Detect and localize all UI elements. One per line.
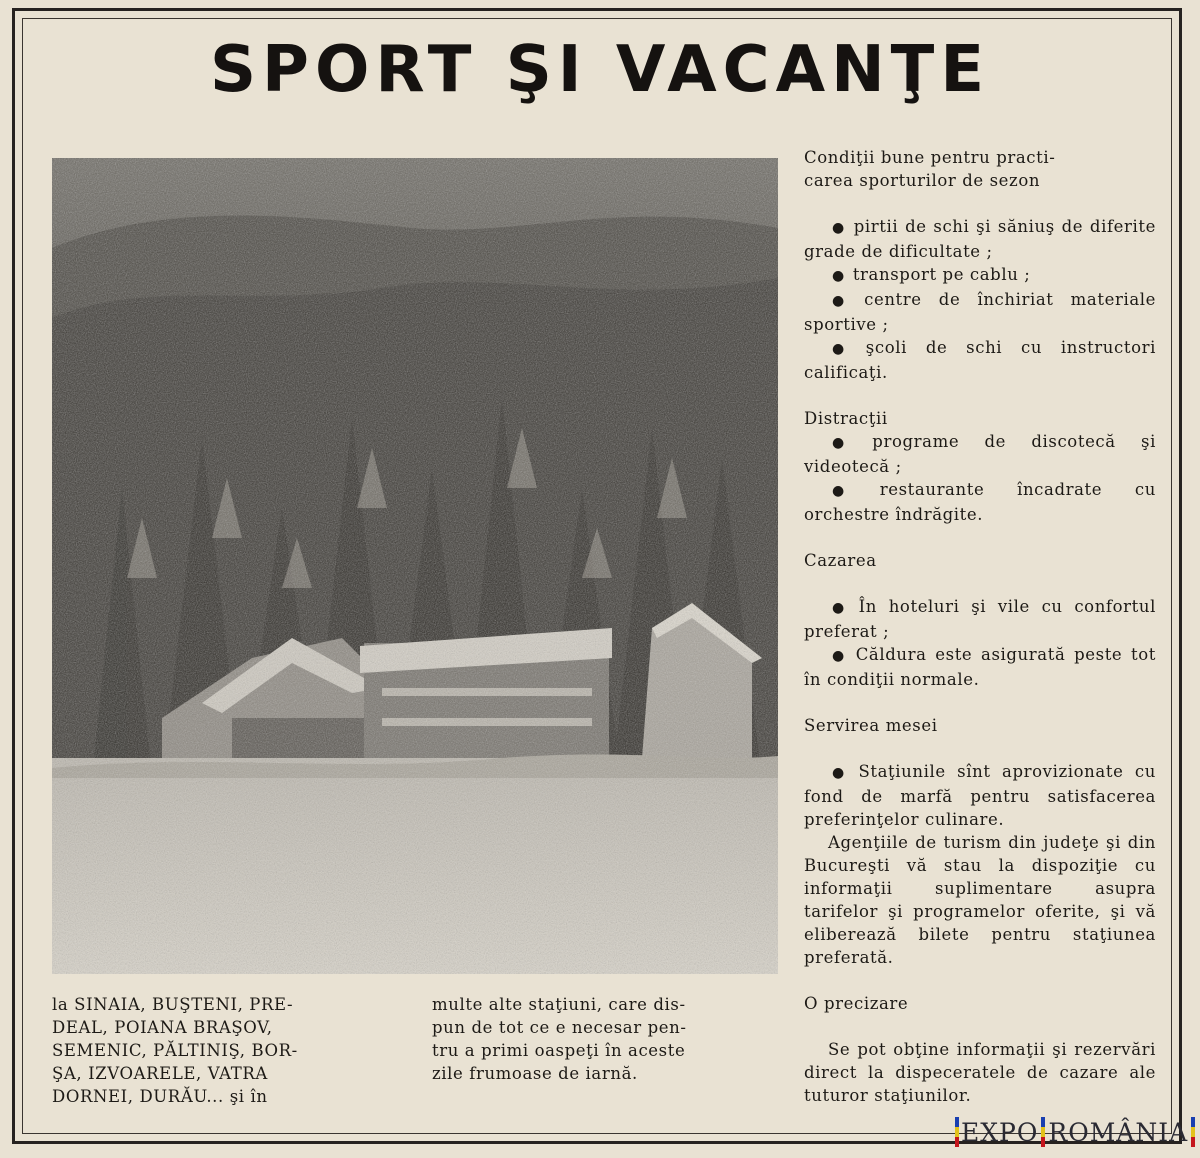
bullet-item: ● Staţiunile sînt aprovizionate cu fond de marfă pentru satisfacerea preferinţelor culinare.	[804, 762, 1156, 829]
bullet-dot-icon: ●	[832, 435, 865, 451]
photo-illustration	[52, 158, 778, 974]
bullet-dot-icon: ●	[832, 600, 851, 616]
right-column	[804, 146, 1156, 1107]
bullet-dot-icon: ●	[832, 483, 872, 499]
bullet-dot-icon: ●	[832, 293, 857, 309]
bullet-dot-icon: ●	[832, 341, 858, 357]
agencies-paragraph: Agenţiile de turism din judeţe şi din Bucureşti vă stau la dispoziţie cu informaţii suplimentare asupra tarifelor şi programelor oferite, şi vă eliberează bilete pentru staţiunea preferată.	[804, 833, 1156, 967]
lodging-heading: Cazarea	[804, 551, 877, 570]
expo-romania-watermark	[955, 1114, 1198, 1150]
watermark-part1: EXPO	[961, 1117, 1039, 1147]
bullet-item: ● centre de închiriat materiale sportive ;	[804, 290, 1156, 334]
headline: SPORT ŞI VACANŢE	[209, 33, 991, 107]
middle-column-text: multe alte staţiuni, care dis- pun de tot ce e necesar pen- tru a primi oaspeţi în aceste zile frumoase de iarnă.	[432, 995, 687, 1083]
watermark-part2: ROMÂNIA	[1048, 1117, 1189, 1147]
bullet-dot-icon: ●	[832, 220, 846, 236]
bullet-dot-icon: ●	[832, 268, 845, 284]
bullet-item: ● Căldura este asigurată peste tot în condiţii normale.	[804, 645, 1156, 689]
bullet-item: ● pirtii de schi şi săniuş de diferite grade de dificultate ;	[804, 217, 1156, 261]
flag-stripe-icon	[1041, 1117, 1045, 1147]
flag-stripe-icon	[1191, 1117, 1195, 1147]
bullet-item: ● În hoteluri şi vile cu confortul preferat ;	[804, 597, 1156, 641]
bullet-item: ● şcoli de schi cu instructori calificaţi.	[804, 338, 1156, 382]
bullet-item: ● transport pe cablu ;	[832, 265, 1031, 284]
bullet-item: ● programe de discotecă şi videotecă ;	[804, 432, 1156, 476]
bullet-dot-icon: ●	[832, 765, 851, 781]
flag-stripe-icon	[955, 1117, 959, 1147]
bullet-item: ● restaurante încadrate cu orchestre îndrăgite.	[804, 480, 1156, 524]
left-column-text: la SINAIA, BUŞTENI, PRE- DEAL, POIANA BRAŞOV, SEMENIC, PĂLTINIŞ, BOR- ŞA, IZVOARELE, VATRA DORNEI, DURĂU... şi în	[52, 995, 298, 1106]
note-heading: O precizare	[804, 994, 909, 1013]
winter-resort-photo	[52, 158, 778, 974]
entertainment-heading: Distracţii	[804, 409, 888, 428]
meals-heading: Servirea mesei	[804, 716, 938, 735]
sport-intro: Condiţii bune pentru practi- carea sporturilor de sezon	[804, 148, 1056, 190]
note-paragraph: Se pot obţine informaţii şi rezervări direct la dispeceratele de cazare ale tuturor staţiunilor.	[804, 1040, 1156, 1105]
bullet-dot-icon: ●	[832, 648, 848, 664]
